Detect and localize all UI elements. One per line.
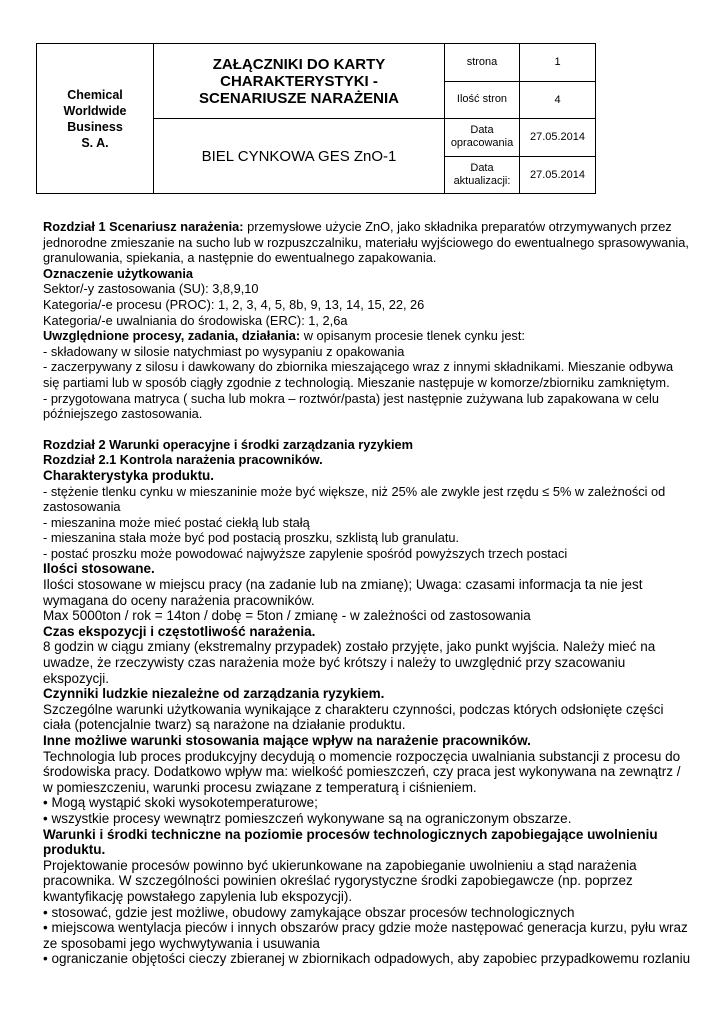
document-body bbox=[43, 219, 693, 967]
list-item: • wszystkie procesy wewnątrz pomieszczeń wykonywane są na ograniczonym obszarze. bbox=[43, 810, 572, 826]
list-item: • Mogą wystąpić skoki wysokotemperaturowe; bbox=[43, 795, 318, 811]
su-line: Sektor/-y zastosowania (SU): 3,8,9,10 bbox=[43, 281, 259, 297]
pages-value: 4 bbox=[520, 81, 596, 119]
processes-line bbox=[43, 328, 693, 344]
section1-intro bbox=[43, 219, 693, 266]
updated-date: 27.05.2014 bbox=[520, 156, 596, 194]
list-item: - mieszanina stała może być pod postacią proszku, szklistą lub granulatu. bbox=[43, 530, 460, 546]
section21-heading: Rozdział 2.1 Kontrola narażenia pracowników. bbox=[43, 452, 323, 468]
list-item: - postać proszku może powodować najwyższe zapylenie spośród powyższych trzech postaci bbox=[43, 545, 568, 561]
erc-line: Kategoria/-e uwalniania do środowiska (ERC): 1, 2,6a bbox=[43, 312, 348, 328]
list-item: • stosować, gdzie jest możliwe, obudowy zamykające obszar procesów technologicznych bbox=[43, 904, 575, 920]
processes-intro: w opisanym procesie tlenek cynku jest: bbox=[300, 328, 525, 344]
human-factors-heading: Czynniki ludzkie niezależne od zarządzania ryzykiem. bbox=[43, 686, 385, 702]
use-heading: Oznaczenie użytkowania bbox=[43, 265, 194, 281]
page-value: 1 bbox=[520, 44, 596, 82]
list-item: - mieszanina może mieć postać ciekłą lub stałą bbox=[43, 514, 310, 530]
technical-measures-text: Projektowanie procesów powinno być ukierunkowane na zapobieganie uwolnieniu a stąd narażenia pracownika. W szczególności powinien określać rygorystyczne środki zapobiegawcze (np. poprzez kwantyfikację powstałego zapylenia lub ekspozycji). bbox=[43, 857, 637, 904]
company-name bbox=[37, 44, 154, 194]
list-item: • ograniczanie objętości cieczy zbieranej w zbiornikach odpadowych, aby zapobiec przypadkowemu rozlaniu bbox=[43, 951, 691, 967]
title-line: SCENARIUSZE NARAŻENIA bbox=[198, 89, 399, 107]
other-conditions-heading: Inne możliwe warunki stosowania mające wpływ na narażenie pracowników. bbox=[43, 733, 531, 748]
section1-intro-text: przemysłowe użycie ZnO, jako składnika preparatów otrzymywanych przez jednorodne zmieszanie na sucho lub w rozpuszczalniku, materiału wyjściowego do ewentualnego sprasowywania, granulowania, spiekania, a następnie do ewentualnego zapakowania. bbox=[43, 219, 689, 266]
section1-heading: Rozdział 1 Scenariusz narażenia: bbox=[43, 219, 244, 234]
list-item: • miejscowa wentylacja pieców i innych obszarów pracy gdzie może następować generacja kurzu, pyłu wraz ze sposobami jego wychwytywania i usuwania bbox=[43, 920, 688, 951]
product-name: BIEL CYNKOWA GES ZnO-1 bbox=[154, 119, 445, 194]
label-line: Data bbox=[470, 161, 494, 174]
quantity-heading: Ilości stosowane. bbox=[43, 561, 155, 577]
technical-measures-heading: Warunki i środki techniczne na poziomie procesów technologicznych zapobiegające uwolnieniu produktu. bbox=[43, 826, 658, 858]
proc-line: Kategoria/-e procesu (PROC): 1, 2, 3, 4, 5, 8b, 9, 13, 14, 15, 22, 26 bbox=[43, 296, 425, 312]
pages-label: Ilość stron bbox=[445, 81, 520, 119]
document-title bbox=[154, 44, 445, 119]
created-date: 27.05.2014 bbox=[520, 119, 596, 157]
section2-heading: Rozdział 2 Warunki operacyjne i środki zarządzania ryzykiem bbox=[43, 436, 414, 452]
other-conditions-text: Technologia lub proces produkcyjny decydują o momencie rozpoczęcia uwalniania substancji z procesu do środowiska pracy. Dodatkowo wpływ ma: wielkość pomieszczeń, czy praca jest wykonywana na zewnątrz / w pomieszczeniu, warunki procesu związane z temperaturą i ciśnieniem. bbox=[43, 748, 681, 795]
label-line: opracowania bbox=[450, 137, 514, 150]
list-item: - stężenie tlenku cynku w mieszaninie może być większe, niż 25% ale zwykle jest rzędu ≤ 5% w zależności od zastosowania bbox=[43, 483, 666, 515]
product-char-heading: Charakterystyka produktu. bbox=[43, 467, 215, 483]
quantity-text: Ilości stosowane w miejscu pracy (na zadanie lub na zmianę); Uwaga: czasami informacja ta nie jest wymagana do oceny narażenia pracowników. bbox=[43, 577, 643, 608]
label-line: aktualizacji: bbox=[453, 174, 511, 187]
human-factors-text: Szczególne warunki użytkowania wynikające z charakteru czynności, podczas których odsłonięte części ciała (potencjalnie twarz) są narażone na działanie produktu. bbox=[43, 701, 664, 733]
list-item: - składowany w silosie natychmiast po wysypaniu z opakowania bbox=[43, 343, 405, 359]
company-line: Worldwide bbox=[63, 103, 127, 118]
exposure-time-heading: Czas ekspozycji i częstotliwość narażenia. bbox=[43, 623, 316, 639]
page-label: strona bbox=[445, 44, 520, 82]
company-line: S. A. bbox=[81, 135, 109, 150]
title-line: ZAŁĄCZNIKI DO KARTY bbox=[212, 55, 386, 73]
list-item: - przygotowana matryca ( sucha lub mokra – roztwór/pasta) jest następnie zużywana lub zapakowana w celu późniejszego zastosowania. bbox=[43, 390, 659, 422]
company-line: Chemical bbox=[67, 87, 123, 102]
updated-label bbox=[445, 156, 520, 194]
document-header-table bbox=[36, 43, 596, 194]
label-line: Data bbox=[470, 124, 494, 137]
processes-heading: Uwzględnione procesy, zadania, działania: bbox=[43, 328, 301, 344]
title-line: CHARAKTERYSTYKI - bbox=[220, 72, 378, 90]
list-item: - zaczerpywany z silosu i dawkowany do zbiornika mieszającego wraz z innymi składnikami. Mieszanie odbywa się partiami lub w sposób ciągły zgodnie z technologią. Mieszanie następuje w komorze/zbiorniku zamkniętym. bbox=[43, 359, 674, 390]
created-label bbox=[445, 119, 520, 157]
company-line: Business bbox=[67, 119, 123, 134]
quantity-max: Max 5000ton / rok = 14ton / dobę = 5ton / zmianę - w zależności od zastosowania bbox=[43, 608, 531, 624]
exposure-time-text: 8 godzin w ciągu zmiany (ekstremalny przypadek) zostało przyjęte, jako punkt wyjścia. Należy mieć na uwadze, że rzeczywisty czas narażenia może być krótszy i należy to uwzględnić przy szacowaniu ekspozycji. bbox=[43, 639, 656, 686]
